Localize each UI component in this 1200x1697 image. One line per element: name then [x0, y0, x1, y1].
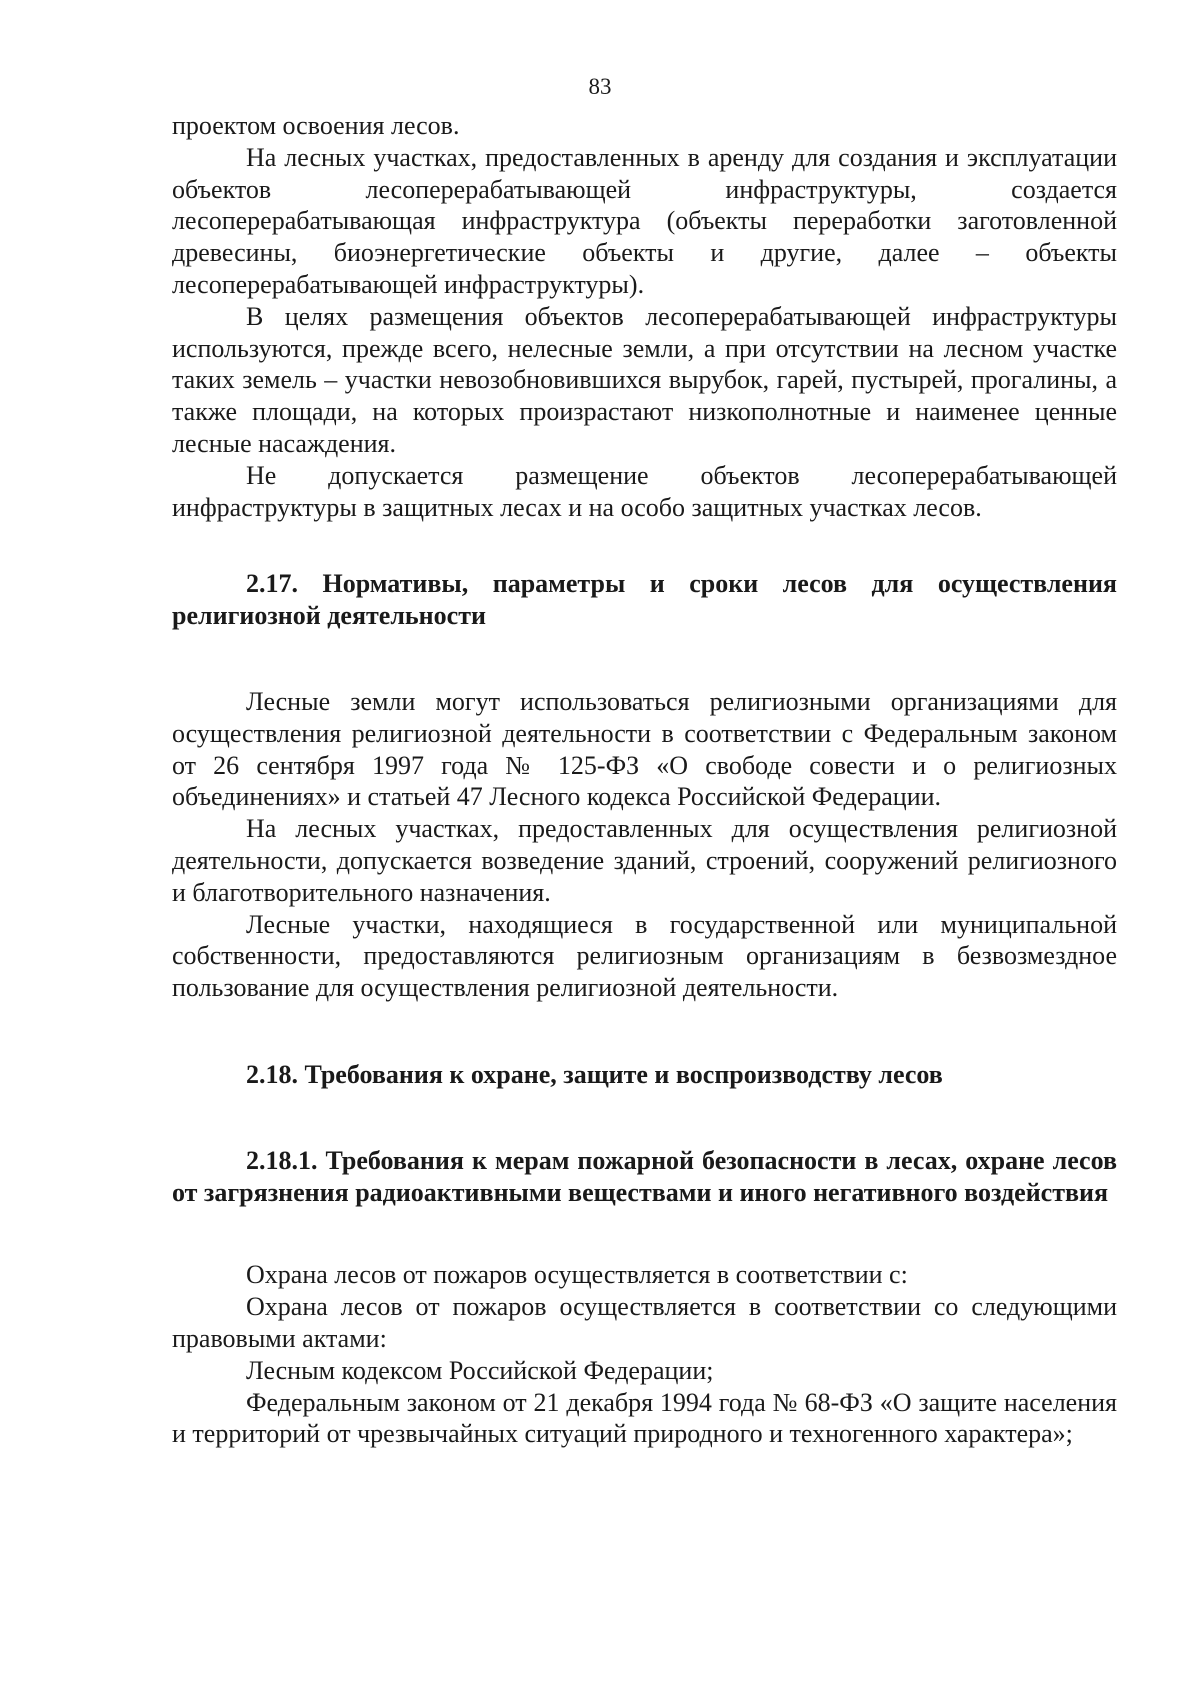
- paragraph: На лесных участках, предоставленных в аренду для создания и эксплуатации объектов лесоперерабатывающей инфраструктуры, создается лесоперерабатывающая инфраструктура (объекты переработки заготовленной древесины, биоэнергетические объекты и другие, далее – объекты лесоперерабатывающей инфраструктуры).: [172, 142, 1117, 299]
- section-heading-2-18: 2.18. Требования к охране, защите и воспроизводству лесов: [246, 1059, 943, 1089]
- paragraph: Федеральным законом от 21 декабря 1994 года № 68-ФЗ «О защите населения и территорий от чрезвычайных ситуаций природного и техногенного характера»;: [172, 1387, 1117, 1449]
- page-number: 83: [588, 74, 612, 99]
- paragraph: Лесные земли могут использоваться религиозными организациями для осуществления религиозной деятельности в соответствии с Федеральным законом от 26 сентября 1997 года № 125-ФЗ «О свободе совести и о религиозных объединениях» и статьей 47 Лесного кодекса Российской Федерации.: [172, 686, 1117, 812]
- spacer: [172, 632, 1117, 686]
- spacer: [172, 1004, 1117, 1059]
- paragraph: Охрана лесов от пожаров осуществляется в соответствии со следующими правовыми актами:: [172, 1292, 1117, 1353]
- paragraph: Лесным кодексом Российской Федерации;: [246, 1355, 714, 1385]
- paragraph: На лесных участках, предоставленных для осуществления религиозной деятельности, допускается возведение зданий, строений, сооружений религиозного и благотворительного назначения.: [172, 814, 1117, 907]
- spacer: [172, 523, 1117, 568]
- spacer: [172, 1091, 1117, 1145]
- paragraph: проектом освоения лесов.: [172, 111, 460, 140]
- document-body: [172, 110, 1117, 1450]
- paragraph: В целях размещения объектов лесоперерабатывающей инфраструктуры используются, прежде всего, нелесные земли, а при отсутствии на лесном участке таких земель – участки невозобновившихся вырубок, гарей, пустырей, прогалины, а также площади, на которых произрастают низкополнотные и наименее ценные лесные насаждения.: [172, 301, 1117, 458]
- section-heading-2-17: 2.17. Нормативы, параметры и сроки лесов для осуществления религиозной деятельности: [172, 569, 1117, 631]
- section-heading-2-18-1: 2.18.1. Требования к мерам пожарной безопасности в лесах, охране лесов от загрязнения радиоактивными веществами и иного негативного воздействия: [172, 1145, 1117, 1207]
- paragraph: Лесные участки, находящиеся в государственной или муниципальной собственности, предоставляются религиозным организациям в безвозмездное пользование для осуществления религиозной деятельности.: [172, 909, 1117, 1003]
- paragraph: Охрана лесов от пожаров осуществляется в соответствии с:: [246, 1260, 908, 1290]
- paragraph: Не допускается размещение объектов лесоперерабатывающей инфраструктуры в защитных лесах и на особо защитных участках лесов.: [172, 460, 1117, 522]
- spacer: [172, 1208, 1117, 1259]
